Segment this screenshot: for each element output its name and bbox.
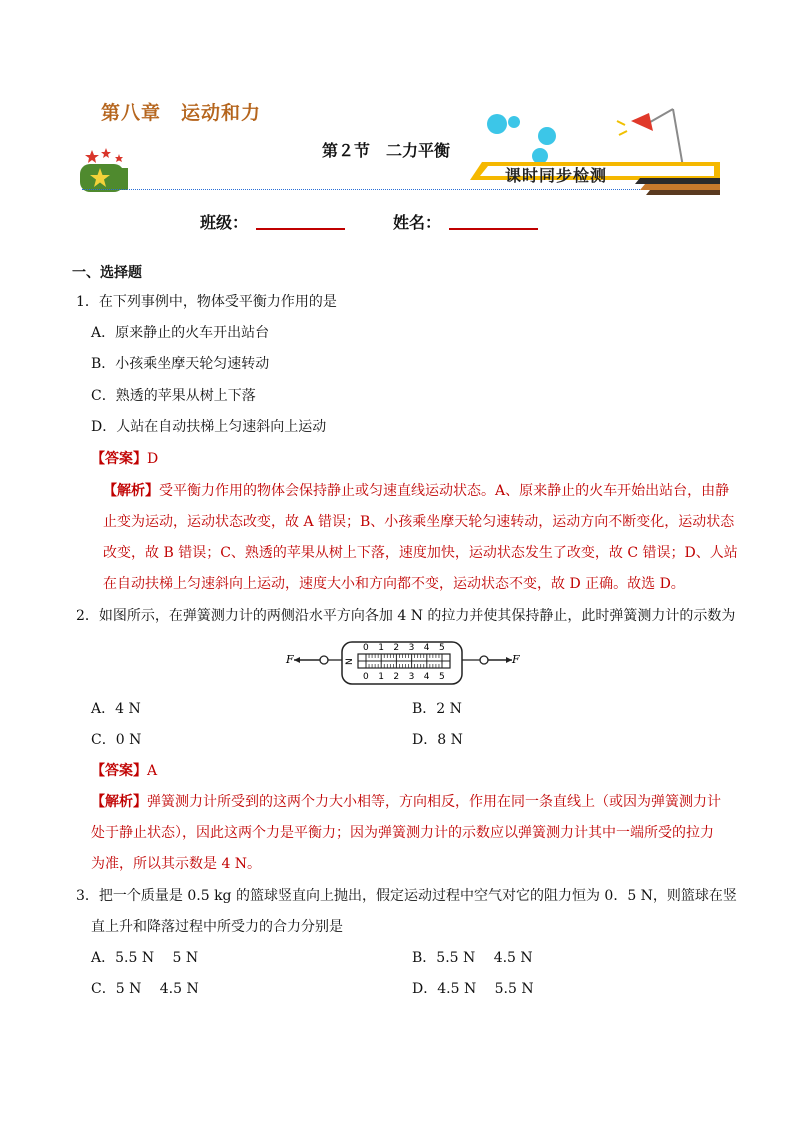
chapter-title: 第八章 运动和力	[101, 102, 262, 124]
section-title: 第２节 二力平衡	[322, 141, 451, 160]
scale-number: 2	[393, 643, 400, 653]
scale-number: 5	[439, 643, 445, 653]
scale-number: 4	[423, 643, 430, 653]
q2-option-c: C．0 N	[91, 732, 142, 748]
scale-number: 5	[439, 672, 445, 682]
q1-stem: 1．在下列事例中，物体受平衡力作用的是	[76, 294, 337, 310]
q1-answer: D	[147, 451, 159, 467]
q2-option-a: A．4 N	[91, 701, 141, 717]
analysis-text: 受平衡力作用的物体会保持静止或匀速直线运动状态。A、原来静止的火车开始出站台，由静	[159, 483, 730, 499]
q2-option-b: B．2 N	[412, 701, 462, 717]
q2-answer-line	[91, 761, 157, 781]
q2-analysis-line: 为准，所以其示数是 4 N。	[91, 856, 262, 872]
spring-scale-figure	[284, 638, 520, 690]
q1-option-c: C．熟透的苹果从树上下落	[91, 388, 256, 404]
q1-analysis-line: 改变，故 B 错误；C、熟透的苹果从树上下落，速度加快，运动状态发生了改变，故 C 错误；D、人站	[103, 545, 738, 561]
scale-number: 0	[363, 643, 369, 653]
scale-number: 3	[408, 672, 415, 682]
answer-tag: 【答案】	[91, 451, 147, 467]
unit-label: N	[345, 658, 355, 665]
q2-answer: A	[147, 763, 158, 779]
name-label: 姓名：	[393, 213, 442, 232]
q1-option-a: A．原来静止的火车开出站台	[91, 325, 270, 341]
q3-option-b: B．5.5 N 4.5 N	[412, 950, 533, 966]
q3-stem-line: 3．把一个质量是 0.5 kg 的篮球竖直向上抛出，假定运动过程中空气对它的阻力恒为 0．5 N，则篮球在竖	[76, 888, 737, 904]
analysis-text: 弹簧测力计所受到的这两个力大小相等，方向相反，作用在同一条直线上（或因为弹簧测力计	[147, 794, 721, 810]
q2-analysis-line	[91, 787, 751, 818]
q3-option-a: A．5.5 N 5 N	[91, 950, 199, 966]
scale-number: 4	[423, 672, 430, 682]
q1-analysis-line: 止变为运动，运动状态改变，故 A 错误；B、小孩乘坐摩天轮匀速转动，运动方向不断变化，运动状态	[103, 514, 735, 530]
q3-option-c: C．5 N 4.5 N	[91, 981, 199, 997]
class-field[interactable]	[256, 228, 345, 230]
force-right-label: F	[512, 653, 520, 666]
star-badge-icon	[76, 146, 132, 194]
q1-answer-line	[91, 449, 158, 469]
q1-analysis	[91, 476, 751, 600]
q2-option-d: D．8 N	[412, 732, 463, 748]
q1-option-d: D．人站在自动扶梯上匀速斜向上运动	[91, 419, 327, 435]
scale-number: 0	[363, 672, 369, 682]
class-label: 班级：	[200, 213, 249, 232]
scale-number: 1	[378, 643, 384, 653]
force-left-label: F	[286, 653, 294, 666]
answer-tag: 【答案】	[91, 763, 147, 779]
name-field[interactable]	[449, 228, 538, 230]
scale-number: 2	[393, 672, 400, 682]
scale-number: 3	[408, 643, 415, 653]
scale-number: 1	[378, 672, 384, 682]
section-heading: 一、选择题	[72, 265, 142, 281]
q1-analysis-line: 在自动扶梯上匀速斜向上运动，速度大小和方向都不变，运动状态不变，故 D 正确。故选 D。	[103, 576, 685, 592]
q3-option-d: D．4.5 N 5.5 N	[412, 981, 534, 997]
q1-analysis-line	[91, 476, 751, 507]
analysis-tag: 【解析】	[103, 483, 159, 499]
analysis-tag: 【解析】	[91, 794, 147, 810]
q1-option-b: B．小孩乘坐摩天轮匀速转动	[91, 356, 270, 372]
q2-analysis-line: 处于静止状态），因此这两个力是平衡力；因为弹簧测力计的示数应以弹簧测力计其中一端所受的拉力	[91, 825, 714, 841]
banner-label: 课时同步检测	[505, 166, 608, 185]
q2-stem: 2．如图所示，在弹簧测力计的两侧沿水平方向各加 4 N 的拉力并使其保持静止，此时弹簧测力计的示数为	[76, 608, 736, 624]
q2-analysis	[91, 787, 751, 880]
q3-stem-line: 直上升和降落过程中所受力的合力分别是	[91, 919, 343, 935]
